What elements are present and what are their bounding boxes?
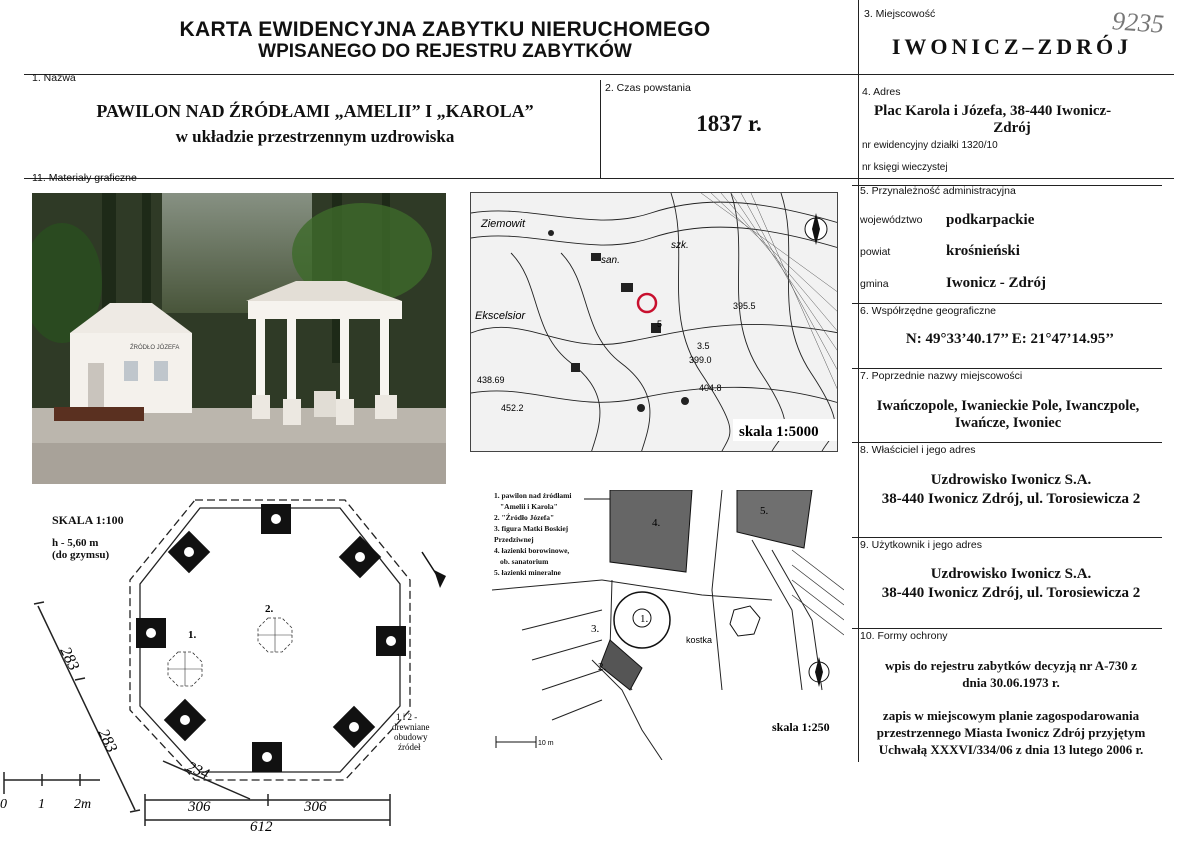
county-value: krośnieński	[946, 243, 1020, 259]
plan-note: 1 i 2 -	[396, 712, 418, 722]
site-label-5: 5.	[760, 505, 769, 517]
plan-scale: SKALA 1:100	[52, 513, 124, 527]
column	[136, 504, 406, 772]
dim-306-right: 306	[304, 799, 327, 815]
map-label-4: 395.5	[733, 301, 756, 311]
map-label-6: 404.8	[699, 383, 722, 393]
site-legend-3: 3. figura Matki Boskiej	[494, 524, 569, 533]
address-line2: Zdrój	[993, 120, 1031, 136]
map-label-1: Ekscelsior	[475, 310, 526, 322]
divider-8	[852, 442, 1162, 443]
address-line1: Plac Karola i Józefa, 38-440 Iwonicz-	[874, 103, 1112, 119]
divider-6	[852, 303, 1162, 304]
owner-line1: Uzdrowisko Iwonicz S.A.	[930, 472, 1092, 488]
map-scale: skala 1:5000	[739, 424, 819, 440]
pavilion-photo	[32, 193, 446, 484]
dim-283-top: 283	[56, 644, 83, 674]
owner-label: 8. Właściciel i jego adres	[860, 444, 976, 456]
site-plan	[492, 490, 844, 760]
plan-height-note: (do gzymsu)	[52, 549, 110, 561]
bar-0: 0	[0, 797, 7, 812]
commune-value: Iwonicz - Zdrój	[946, 275, 1046, 291]
site-scale: skala 1:250	[772, 720, 830, 734]
graphics-label: 11. Materiały graficzne	[32, 172, 137, 184]
divider-right-column	[858, 0, 859, 762]
handwritten-number: 9235	[1111, 6, 1165, 39]
plan-north-arrow-icon	[422, 552, 446, 588]
site-legend-0: 1. pawilon nad źródłami	[494, 491, 572, 500]
user-line2: 38-440 Iwonicz Zdrój, ul. Torosiewicza 2	[881, 585, 1141, 601]
plan-label-2: 2.	[265, 603, 274, 615]
site-bar-10m: 10 m	[538, 740, 554, 747]
map-label-9: 3.5	[697, 341, 710, 351]
site-label-2: 2.	[598, 661, 607, 673]
divider-name-row	[24, 178, 1174, 179]
plan-note-2: drewniane	[392, 722, 430, 732]
coords-value: N: 49°33’40.17’’ E: 21°47’14.95’’	[905, 331, 1115, 347]
former-names-line2: Iwańcze, Iwoniec	[954, 415, 1062, 431]
protection-decision-1: wpis do rejestru zabytków decyzją nr A-730 z	[885, 658, 1137, 673]
map-label-5: 399.0	[689, 355, 712, 365]
parcel-number: nr ewidencyjny działki 1320/10	[862, 140, 998, 151]
map-label-3: szk.	[671, 240, 689, 251]
divider-9	[852, 537, 1162, 538]
plan-label-1: 1.	[188, 629, 197, 641]
map-label-2: san.	[601, 255, 620, 266]
plan-note-3: obudowy	[394, 732, 428, 742]
site-legend-5: 4. łazienki borowinowe,	[494, 546, 570, 555]
voivodeship-label: województwo	[860, 214, 923, 226]
site-kostka: kostka	[686, 635, 713, 645]
site-legend-4: Przedziwnej	[494, 535, 534, 544]
protection-decision-2: dnia 30.06.1973 r.	[962, 675, 1060, 690]
pavilion-photo-drawing	[32, 193, 446, 484]
site-legend-1: "Amelii i Karola"	[500, 502, 558, 511]
plan-note-4: źródeł	[398, 742, 421, 752]
plan-height: h - 5,60 m	[52, 537, 99, 549]
former-names-label: 7. Poprzednie nazwy miejscowości	[860, 370, 1023, 382]
divider-header	[24, 74, 1174, 75]
protection-plan-3: Uchwałą XXXVI/334/06 z dnia 13 lutego 2006 r.	[878, 742, 1144, 757]
protection-plan-1: zapis w miejscowym planie zagospodarowania	[882, 708, 1140, 723]
bar-1: 1	[38, 797, 45, 812]
name-label: 1. Nazwa	[32, 72, 76, 84]
card-title: KARTA EWIDENCYJNA ZABYTKU NIERUCHOMEGO	[179, 18, 711, 41]
card-subtitle: WPISANEGO DO REJESTRU ZABYTKÓW	[258, 41, 632, 62]
dim-612: 612	[250, 819, 273, 835]
site-label-3: 3.	[591, 623, 600, 635]
map-label-10: 5	[657, 319, 663, 329]
floor-plan	[0, 480, 470, 847]
protection-plan-2: przestrzennego Miasta Iwonicz Zdrój przyjętym	[876, 725, 1146, 740]
site-north-arrow-icon	[809, 657, 829, 687]
map-label-8: 452.2	[501, 403, 524, 413]
address-label: 4. Adres	[862, 86, 901, 98]
voivodeship-value: podkarpackie	[946, 212, 1035, 228]
object-name-sub: w układzie przestrzennym uzdrowiska	[175, 127, 455, 146]
user-line1: Uzdrowisko Iwonicz S.A.	[930, 566, 1092, 582]
site-plan-drawing	[492, 490, 844, 760]
site-legend-2: 2. "Źródło Józefa"	[494, 513, 555, 522]
owner-line2: 38-440 Iwonicz Zdrój, ul. Torosiewicza 2	[881, 491, 1141, 507]
map-label-7: 438.69	[477, 375, 505, 385]
locality-value: IWONICZ–ZDRÓJ	[891, 34, 1133, 59]
dim-234: 234	[184, 759, 212, 783]
former-names-line1: Iwańczopole, Iwanieckie Pole, Iwanczpole,	[876, 398, 1140, 414]
dim-283-bottom: 283	[94, 726, 121, 756]
object-name: PAWILON NAD ŹRÓDŁAMI „AMELII” I „KAROLA”	[96, 101, 534, 121]
topographic-map-drawing	[471, 193, 838, 452]
photo-sign: ŹRÓDŁO JÓZEFA	[130, 345, 180, 351]
site-legend-7: 5. łazienki mineralne	[494, 568, 561, 577]
site-label-4: 4.	[652, 517, 661, 529]
map-label-0: Ziemowit	[481, 218, 526, 230]
divider-7	[852, 368, 1162, 369]
dim-306-left: 306	[188, 799, 211, 815]
site-label-1: 1.	[640, 613, 649, 625]
site-legend-6: ob. sanatorium	[500, 557, 549, 566]
county-label: powiat	[860, 246, 891, 258]
admin-label: 5. Przynależność administracyjna	[860, 185, 1016, 197]
protection-label: 10. Formy ochrony	[860, 630, 948, 642]
locality-label: 3. Miejscowość	[864, 8, 936, 20]
coords-label: 6. Współrzędne geograficzne	[860, 305, 996, 317]
commune-label: gmina	[860, 278, 889, 290]
divider-10	[852, 628, 1162, 629]
bar-2m: 2m	[74, 797, 92, 812]
created-value: 1837 r.	[696, 111, 762, 136]
land-register: nr księgi wieczystej	[862, 162, 948, 173]
user-label: 9. Użytkownik i jego adres	[860, 539, 982, 551]
created-label: 2. Czas powstania	[605, 82, 691, 94]
topographic-map	[470, 192, 838, 452]
